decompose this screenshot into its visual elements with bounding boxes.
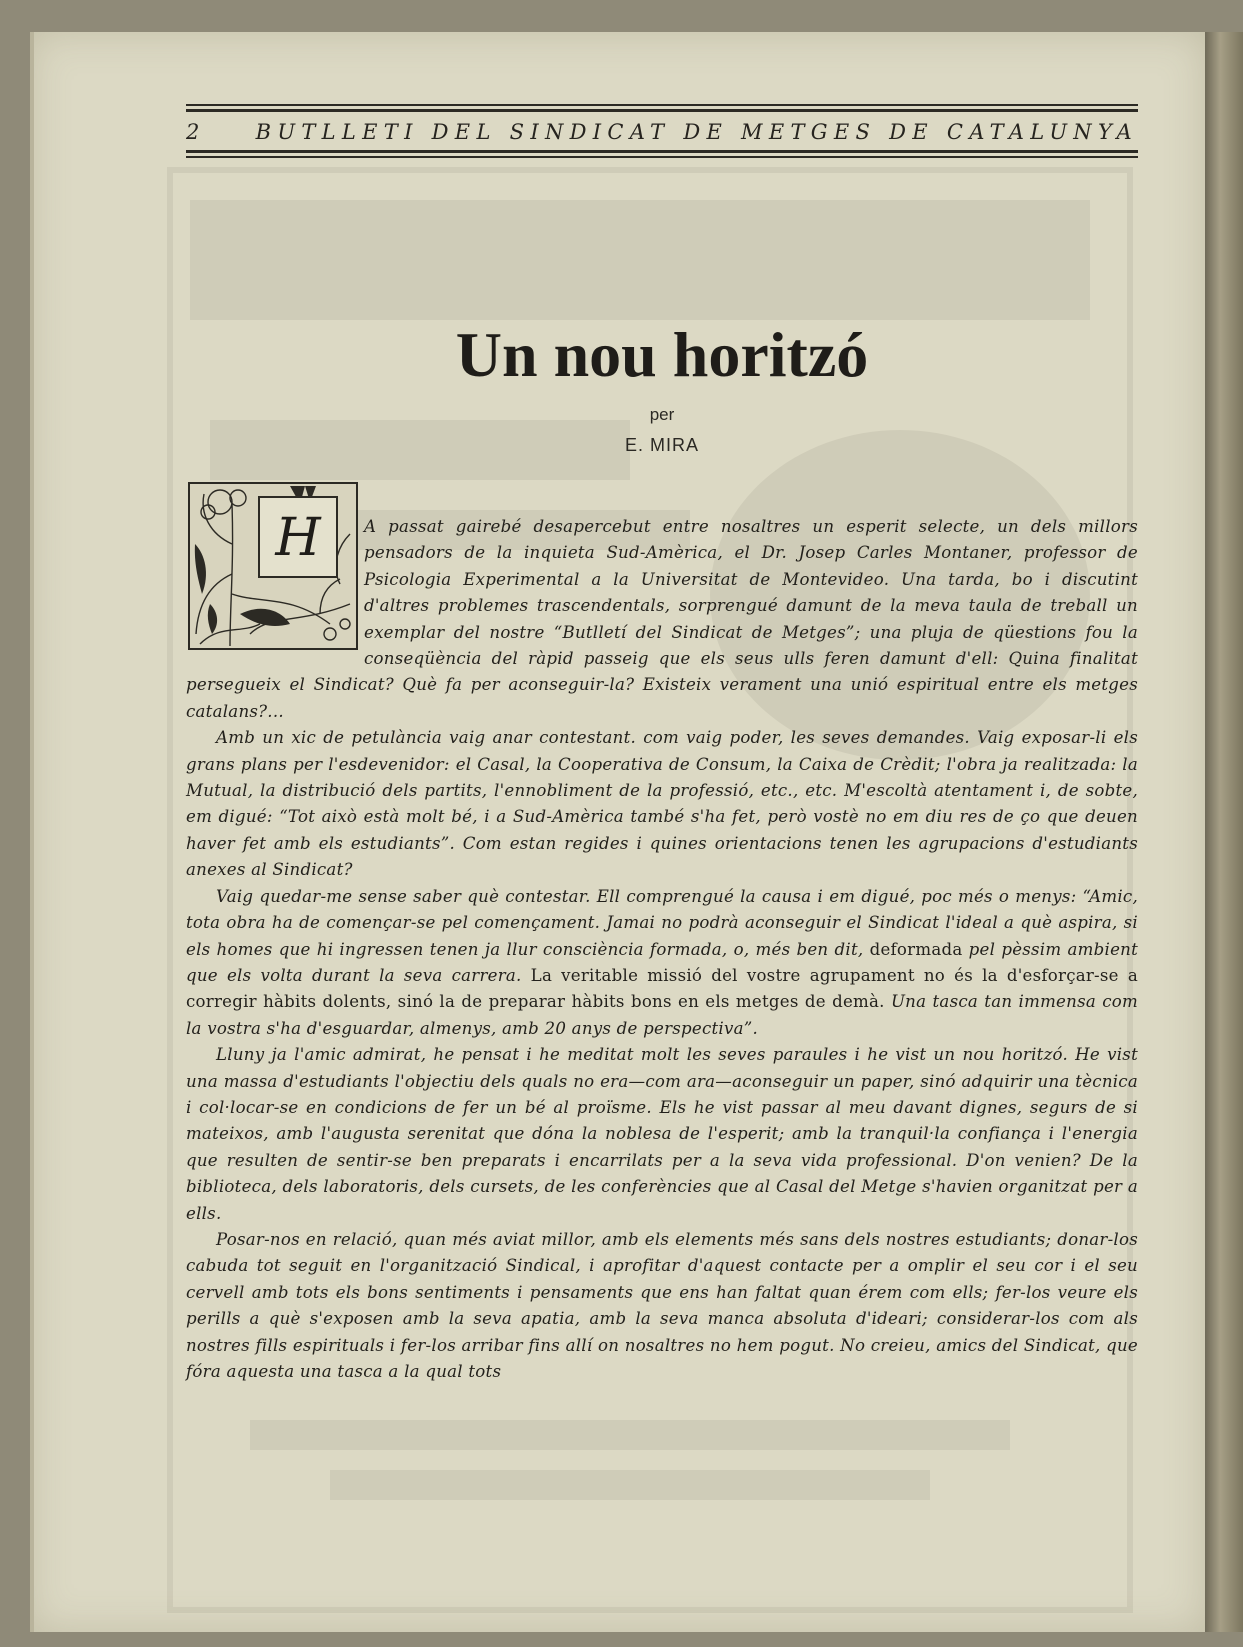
article-body [186, 514, 1138, 1385]
article-title: Un nou horitzó [455, 319, 869, 390]
paragraph-4: Lluny ja l'amic admirat, he pensat i he meditat molt les seves paraules i he vist un nou horitzó. He vist una massa d'estudiants l'objectiu dels quals no era—com ara—aconseguir un paper, sinó adquirir una tècnica i col·locar-se en condicions de fer un bé al proïsme. Els he vist passar al meu davant dignes, segurs de si mateixos, amb l'augusta serenitat que dóna la noblesa de l'esperit; amb la tranquil·la confiança i l'energia que resulten de sentir-se ben preparats i encarrilats per a la seva vida professional. D'on venien? De la biblioteca, dels laboratoris, dels cursets, de les conferències que al Casal del Metge s'havien organitzat per a ells. [186, 1045, 1138, 1223]
journal-title: BUTLLETI DEL SINDICAT DE METGES DE CATALUNYA [255, 120, 1138, 144]
paragraph-5: Posar-nos en relació, quan més aviat millor, amb els elements més sans dels nostres estudiants; donar-los cabuda tot seguit en l'organització Sindical, i aprofitar d'aquest contacte per a omplir el seu cor i el seu cervell amb tots els bons sentiments i pensaments que ens han faltat quan érem com ells; fer-los veure els perills a què s'exposen amb la seva apatia, amb la seva manca absoluta d'ideari; considerar-los com als nostres fills espirituals i fer-los arribar fins allí on nosaltres no hem pogut. No creieu, amics del Sindicat, que fóra aquesta una tasca a la qual tots [186, 1229, 1138, 1381]
header-rule-top [186, 104, 1138, 106]
byline-per: per [649, 405, 675, 424]
paragraph-1 [186, 514, 1138, 725]
paragraph-3 [186, 884, 1138, 1042]
drop-cap-letter: H [258, 496, 338, 578]
byline-author: E. MIRA [624, 435, 699, 455]
header-text [186, 112, 1138, 150]
header-rule-bottom [186, 156, 1138, 158]
paragraph-3-text-d: La veritable missió del vostre agrupament no és la d'esforçar-se a corregir hàbits dolents, sinó la de preparar hàbits bons en els metges de demà. [186, 965, 1138, 1012]
paragraph-3-text-b: deformada [869, 939, 963, 959]
page-number: 2 [186, 120, 202, 144]
running-head [186, 104, 1138, 161]
book-spine [1205, 32, 1243, 1632]
header-rule-bottom-thick [186, 150, 1138, 153]
paragraph-3-text-c: pel pèssim ambient que els volta durant la seva carrera. [186, 939, 1138, 985]
page-edge [30, 32, 34, 1632]
paragraph-2: Amb un xic de petulància vaig anar contestant. com vaig poder, les seves demandes. Vaig exposar-li els grans plans per l'esdevenidor: el Casal, la Cooperativa de Consum, la Caixa de Crèdit; l'obra ja realitzada: la Mutual, la distribució dels partits, l'ennobliment de la professió, etc., etc. M'escoltà atentament i, de sobte, em digué: “Tot això està molt bé, i a Sud-Amèrica també s'ha fet, però vostè no em diu res de ço que deuen haver fet amb els estudiants”. Com estan regides i quines orientacions tenen les agrupacions d'estudiants anexes al Sindicat? [186, 728, 1138, 880]
paragraph-3-text-e: Una tasca tan immensa com la vostra s'ha d'esguardar, almenys, amb 20 anys de perspectiva”. [186, 992, 1139, 1038]
paragraph-1-text: A passat gairebé desapercebut entre nosaltres un esperit selecte, un dels millors pensadors de la inquieta Sud-Amèrica, el Dr. Josep Carles Montaner, professor de Psicologia Experimental a la Universitat de Montevideo. Una tarda, bo i discutint d'altres problemes trascendentals, sorprengué damunt de la meva taula de treball un exemplar del nostre “Butlletí del Sindicat de Metges”; una pluja de qüestions fou la conseqüència del ràpid passeig que els seus ulls feren damunt d'ell: Quina finalitat persegueix el Sindicat? Què fa per aconseguir-la? Existeix verament una unió espiritual entre els metges catalans?... [186, 517, 1138, 721]
paragraph-3-text-a: Vaig quedar-me sense saber què contestar. Ell comprengué la causa i em digué, poc més o menys: “Amic, tota obra ha de començar-se pel començament. Jamai no podrà aconseguir el Sindicat l'ideal a què aspira, si els homes que hi ingressen tenen ja llur consciència formada, o, més ben dit, [186, 886, 1138, 959]
drop-cap-space [186, 514, 364, 672]
